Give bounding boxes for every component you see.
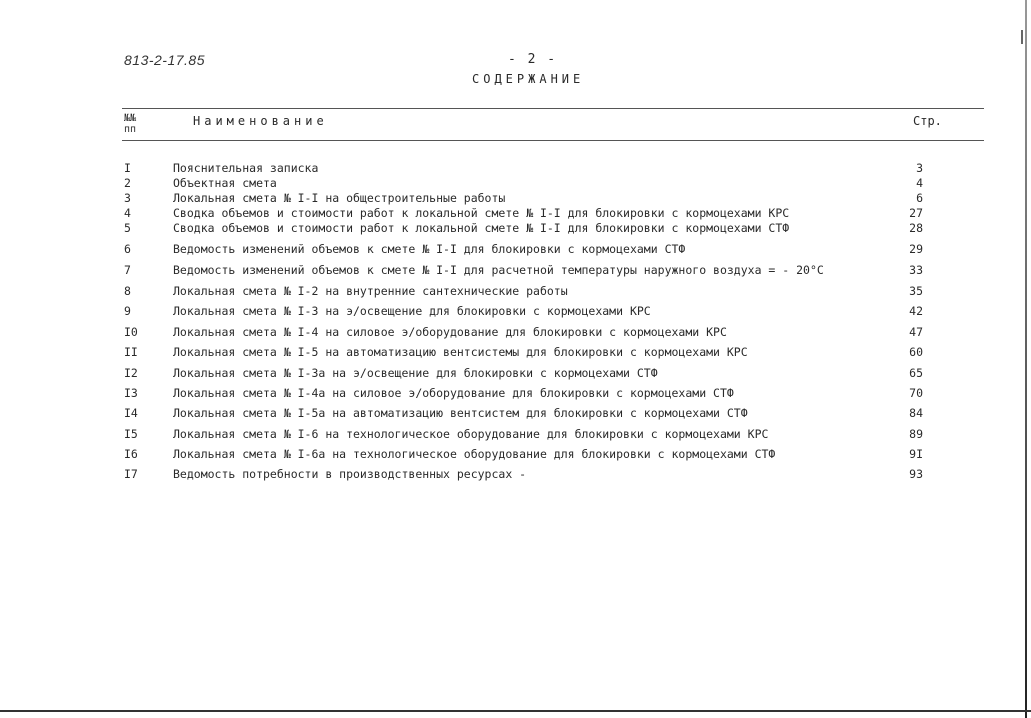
table-row xyxy=(0,386,1031,402)
row-title: Локальная смета № I-2 на внутренние сантехнические работы xyxy=(173,284,568,298)
row-number: I5 xyxy=(124,427,138,441)
header-page-column: Стр. xyxy=(913,114,942,128)
row-number: II xyxy=(124,345,138,359)
row-number: I6 xyxy=(124,447,138,461)
table-row xyxy=(0,406,1031,422)
row-title: Сводка объемов и стоимости работ к локальной смете № I-I для блокировки с кормоцехами СТФ xyxy=(173,221,790,235)
row-number: I0 xyxy=(124,325,138,339)
scan-corner-mark xyxy=(1021,30,1023,44)
table-row xyxy=(0,284,1031,300)
row-title: Локальная смета № I-3 на э/освещение для блокировки с кормоцехами КРС xyxy=(173,304,651,318)
table-row xyxy=(0,191,1031,207)
table-row xyxy=(0,221,1031,237)
table-row xyxy=(0,345,1031,361)
row-page: 70 xyxy=(909,386,923,400)
row-page: 29 xyxy=(909,242,923,256)
page-number: - 2 - xyxy=(508,52,558,67)
row-title: Локальная смета № I-6 на технологическое оборудование для блокировки с кормоцехами КРС xyxy=(173,427,769,441)
page-title: СОДЕРЖАНИЕ xyxy=(472,72,585,86)
row-title: Локальная смета № I-I на общестроительные работы xyxy=(173,191,506,205)
row-page: 89 xyxy=(909,427,923,441)
row-number: 2 xyxy=(124,176,131,190)
row-page: 42 xyxy=(909,304,923,318)
row-number: I3 xyxy=(124,386,138,400)
row-number: 5 xyxy=(124,221,131,235)
row-page: 27 xyxy=(909,206,923,220)
row-number: I4 xyxy=(124,406,138,420)
document-code: 813-2-17.85 xyxy=(124,52,206,68)
row-title: Локальная смета № I-4а на силовое э/оборудование для блокировки с кормоцехами СТФ xyxy=(173,386,734,400)
table-row xyxy=(0,304,1031,320)
row-page: 84 xyxy=(909,406,923,420)
table-row xyxy=(0,242,1031,258)
row-page: 9I xyxy=(909,447,923,461)
scan-right-edge xyxy=(1025,0,1027,718)
row-number: 9 xyxy=(124,304,131,318)
row-number: I xyxy=(124,161,131,175)
row-page: 35 xyxy=(909,284,923,298)
row-title: Локальная смета № I-4 на силовое э/оборудование для блокировки с кормоцехами КРС xyxy=(173,325,727,339)
row-page: 33 xyxy=(909,263,923,277)
table-row xyxy=(0,263,1031,279)
table-row xyxy=(0,325,1031,341)
scan-bottom-edge xyxy=(0,710,1031,712)
row-title: Ведомость изменений объемов к смете № I-I для расчетной температуры наружного воздуха = - 20°C xyxy=(173,263,824,277)
table-row xyxy=(0,447,1031,463)
row-title: Локальная смета № I-5а на автоматизацию вентсистем для блокировки с кормоцехами СТФ xyxy=(173,406,748,420)
row-title: Сводка объемов и стоимости работ к локальной смете № I-I для блокировки с кормоцехами КРС xyxy=(173,206,790,220)
row-title: Пояснительная записка xyxy=(173,161,319,175)
row-page: 28 xyxy=(909,221,923,235)
row-number: 8 xyxy=(124,284,131,298)
row-title: Локальная смета № I-5 на автоматизацию вентсистемы для блокировки с кормоцехами КРС xyxy=(173,345,748,359)
row-number: 4 xyxy=(124,206,131,220)
row-title: Локальная смета № I-3а на э/освещение для блокировки с кормоцехами СТФ xyxy=(173,366,658,380)
row-title: Ведомость потребности в производственных ресурсах - xyxy=(173,467,527,481)
row-page: 4 xyxy=(916,176,923,190)
table-row xyxy=(0,467,1031,483)
header-name-column: Наименование xyxy=(193,114,328,128)
row-number: 3 xyxy=(124,191,131,205)
row-number: I2 xyxy=(124,366,138,380)
table-row xyxy=(0,161,1031,177)
table-row xyxy=(0,366,1031,382)
row-number: 6 xyxy=(124,242,131,256)
table-row xyxy=(0,176,1031,192)
row-page: 65 xyxy=(909,366,923,380)
table-row xyxy=(0,427,1031,443)
row-page: 93 xyxy=(909,467,923,481)
header-number-column: №№ пп xyxy=(124,113,137,135)
row-number: I7 xyxy=(124,467,138,481)
row-number: 7 xyxy=(124,263,131,277)
table-row xyxy=(0,206,1031,222)
row-page: 47 xyxy=(909,325,923,339)
row-page: 3 xyxy=(916,161,923,175)
row-page: 60 xyxy=(909,345,923,359)
row-page: 6 xyxy=(916,191,923,205)
row-title: Локальная смета № I-6а на технологическое оборудование для блокировки с кормоцехами СТФ xyxy=(173,447,776,461)
row-title: Объектная смета xyxy=(173,176,277,190)
row-title: Ведомость изменений объемов к смете № I-I для блокировки с кормоцехами СТФ xyxy=(173,242,686,256)
